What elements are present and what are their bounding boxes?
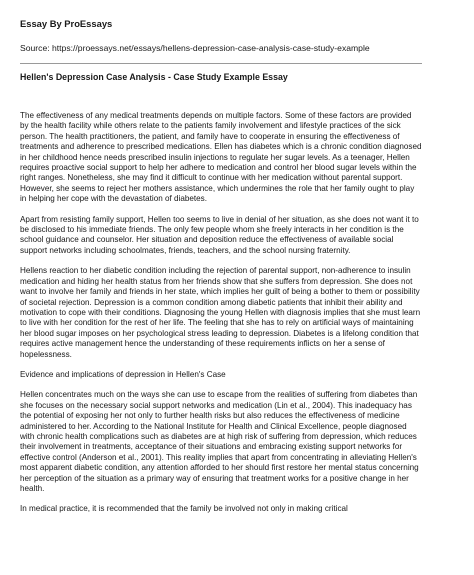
header-divider — [20, 63, 422, 64]
paragraph-2: Apart from resisting family support, Hellen too seems to live in denial of her situation, as she does not want it to be disclosed to his immediate friends. The only few people whom she freely interacts in her condition is the school guidance and counselor. Her situation and deposition reduce the effectiveness of available social support networks including schoolmates, friends, teachers, and the school nursing fraternity. — [20, 214, 419, 255]
paragraph-5: In medical practice, it is recommended that the family be involved not only in making critical — [20, 504, 348, 514]
source-line: Source: https://proessays.net/essays/hellens-depression-case-analysis-case-study-example — [20, 43, 370, 53]
brand-heading: Essay By ProEssays — [20, 18, 113, 29]
paragraph-4: Hellen concentrates much on the ways she can use to escape from the realities of suffering from diabetes than she focuses on the necessary social support networks and medication (Lin et al., 2004). This inadequacy has the potential of exposing her not only to further health risks but also reduces the effectiveness of medicine administered to her. According to the National Institute for Health and Clinical Excellence, people diagnosed with chronic health complications such as diabetes are at high risk of suffering from depression, which reduces their involvement in treatments, acceptance of their situations and embracing existing support networks for effective control (Anderson et al., 2001). This reality implies that apart from concentrating in alleviating Hellen's most apparent diabetic condition, any attention afforded to her should first restore her mental status concerning her perception of the situation as a primary way of ensuring that treatment works for a positive change in her health. — [20, 390, 419, 493]
paragraph-3: Hellens reaction to her diabetic condition including the rejection of parental support, non-adherence to insulin medication and hiding her health status from her friends show that she suffers from depression. She does not want to involve her family and friends in her state, which implies her guilt of being a bother to them or possibility of societal rejection. Depression is a common condition among diabetic patients that inhibit their ability and motivation to cope with their conditions. Diagnosing the young Hellen with diagnosis implies that she must learn to live with her condition for the rest of her life. The feeling that she has to rely on artificial ways of maintaining her blood sugar imposes on her psychological stress leading to depression. Diabetes is a lifelong condition that requires active management hence the understanding of these requirements inflicts on her a sense of hopelessness. — [20, 266, 421, 359]
section-heading: Evidence and implications of depression in Hellen's Case — [20, 369, 226, 379]
document-title: Hellen's Depression Case Analysis - Case Study Example Essay — [20, 72, 288, 82]
document-body — [20, 111, 422, 515]
paragraph-1: The effectiveness of any medical treatments depends on multiple factors. Some of these factors are provided by the health facility while others relate to the patients family involvement and lifestyle practices of the sick person. The health practitioners, the patient, and family have to cooperate in ensuring the effectiveness of treatments and adherence to prescribed medications. Ellen has diabetes which is a chronic condition diagnosed in her childhood hence needs prescribed insulin injections to regulate her sugar levels. As a teenager, Hellen requires proactive social support to help her adhere to medication and control her blood sugar levels within the right ranges. Nonetheless, she may find it difficult to continue with her medication without parental support. However, she seems to reject her mothers assistance, which undermines the role that her family ought to play in helping her cope with the devastation of diabetes. — [20, 111, 422, 204]
